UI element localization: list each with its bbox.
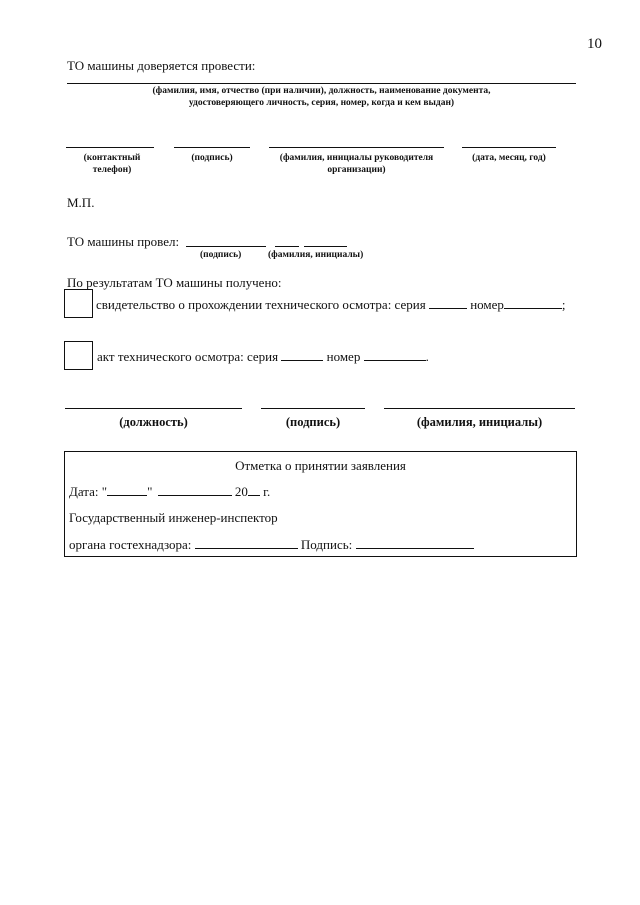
- act-series-field[interactable]: [281, 349, 323, 361]
- bottom-name-line: [384, 408, 575, 409]
- conducted-signature-line: [186, 246, 266, 247]
- acceptance-title: Отметка о принятии заявления: [235, 458, 406, 473]
- authority-label: органа гостехнадзора:: [69, 537, 192, 552]
- bottom-signature-caption: (подпись): [285, 415, 341, 429]
- certificate-number-field[interactable]: [504, 297, 562, 309]
- phone-caption: (контактный телефон): [83, 153, 141, 175]
- signature-label: Подпись:: [300, 537, 353, 552]
- date-quote: ": [147, 484, 153, 499]
- head-name-line: [269, 147, 444, 148]
- position-line: [65, 408, 242, 409]
- bottom-signature-line: [261, 408, 365, 409]
- act-number-label: номер: [326, 349, 361, 364]
- position-caption: (должность): [119, 415, 188, 429]
- stamp-label: М.П.: [67, 195, 95, 210]
- inspector-line: Государственный инженер-инспектор: [69, 510, 278, 525]
- date-year-field[interactable]: [248, 484, 260, 496]
- conducted-label: ТО машины провел:: [67, 234, 180, 249]
- certificate-end: ;: [561, 297, 566, 312]
- certificate-number-label: номер: [470, 297, 504, 312]
- date-day-field[interactable]: [107, 484, 147, 496]
- act-checkbox[interactable]: [64, 341, 93, 370]
- conducted-name-caption: (фамилия, инициалы): [268, 250, 364, 260]
- trust-heading: ТО машины доверяется провести:: [67, 58, 256, 73]
- certificate-checkbox[interactable]: [64, 289, 93, 318]
- certificate-row: [96, 297, 566, 313]
- date-line: [462, 147, 556, 148]
- conducted-signature-caption: (подпись): [200, 250, 242, 260]
- page-number: 10: [587, 36, 602, 52]
- trust-caption-2: удостоверяющего личность, серия, номер, когда и кем выдан): [188, 98, 455, 108]
- date-label: Дата: ": [69, 484, 108, 499]
- authority-row: [69, 537, 474, 553]
- act-end: .: [425, 349, 429, 364]
- results-heading: По результатам ТО машины получено:: [67, 275, 282, 290]
- certificate-text: свидетельство о прохождении технического осмотра: серия: [96, 297, 426, 312]
- act-text: акт технического осмотра: серия: [97, 349, 279, 364]
- signature-caption: (подпись): [191, 153, 233, 163]
- certificate-series-field[interactable]: [429, 297, 467, 309]
- inspector-signature-field[interactable]: [356, 537, 474, 549]
- head-name-caption: (фамилия, инициалы руководителя организации): [279, 153, 434, 175]
- trust-caption-1: (фамилия, имя, отчество (при наличии), должность, наименование документа,: [152, 86, 491, 96]
- bottom-name-caption: (фамилия, инициалы): [416, 415, 543, 429]
- signature-line: [174, 147, 250, 148]
- acceptance-date-row: [69, 484, 270, 500]
- date-month-field[interactable]: [158, 484, 232, 496]
- date-year-prefix: 20: [234, 484, 248, 499]
- act-row: [97, 349, 429, 365]
- authority-field[interactable]: [195, 537, 298, 549]
- phone-line: [66, 147, 154, 148]
- conducted-surname-line: [304, 246, 347, 247]
- date-caption: (дата, месяц, год): [472, 153, 546, 163]
- trust-fill-line: [67, 83, 576, 84]
- act-number-field[interactable]: [364, 349, 426, 361]
- date-year-suffix: г.: [263, 484, 271, 499]
- conducted-initials-line: [275, 246, 299, 247]
